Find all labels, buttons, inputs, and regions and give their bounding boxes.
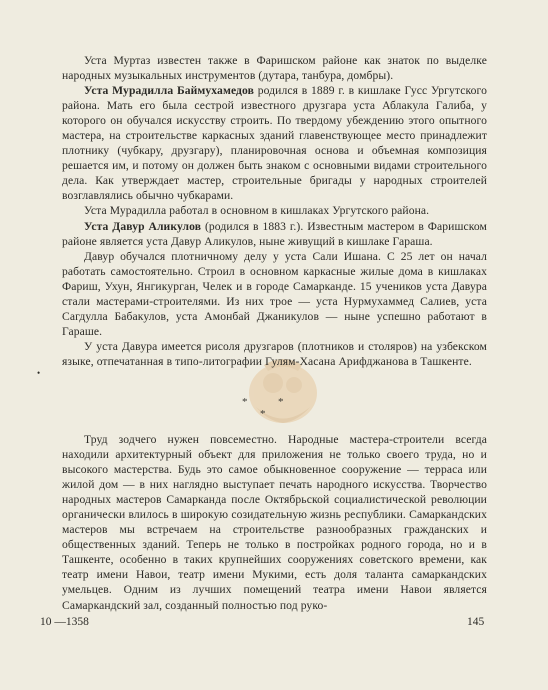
paragraph-architect-labor: Труд зодчего нужен повсеместно. Народные мастера-строители всегда находили архитектурный объект для приложения не только своего труда, но и высокого мастерства. Будь это самое обыкновенное сооружение — терраса или жилой дом — в них наглядно выступает печать народного искусства. Творчество народных мастеров Самарканда после Октябрьской социалистической революции органически влилось в широкую созидательную жизнь республики. Самаркандских мастеров мы встречаем на строительстве разнообразных гражданских и общественных зданий. Теперь не только в постройках родного города, но и в Ташкенте, особенно в таких крупнейших сооружениях советского времени, как театр имени Навои, театр имени Мукими, есть доля таланта самаркандских умельцев. Одним из лучших помещений театра имени Навои является Самаркандский зал, созданный полностью под руко- <box>62 433 487 612</box>
paragraph-murtaz: Уста Муртаз известен также в Фаришском районе как знаток по выделке народных музыкальных инструментов (дутара, танбура, домбры). <box>62 54 487 83</box>
paragraph-muradilla <box>62 83 487 203</box>
page-number: 145 <box>467 616 485 628</box>
separator-star-bottom: * <box>260 408 266 420</box>
section-separator <box>240 396 300 426</box>
master-name-muradilla: Уста Мурадилла Баймухамедов <box>84 84 254 98</box>
separator-star-right: * <box>278 396 284 408</box>
paragraph-muradilla-text: родился в 1889 г. в кишлаке Гусс Ургутского района. Мать его была сестрой известного друзгара уста Аблакула Галиба, у которого он обучался искусству строить. По твердому убеждению этого опытного мастера, на строительстве каркасных зданий главенствующее место принадлежит плотнику (чубкару, друзгару), планировочная основа и объемная композиция решается им, и потому он должен быть знаком с основными видами строительного дела. Как утверждает мастер, строительные бригады у народных строителей возглавлялись обычно чубкарами. <box>62 84 487 203</box>
master-name-davur: Уста Давур Аликулов <box>84 219 202 233</box>
paragraph-davur-risola: У уста Давура имеется рисоля друзгаров (плотников и столяров) на узбекском языке, отпечатанная в типо-литографии Гулям-Хасана Арифджанова в Ташкенте. <box>62 339 487 368</box>
paragraph-davur <box>62 219 487 249</box>
lower-text-section <box>62 432 487 613</box>
printer-signature: 10 —1358 <box>40 616 89 628</box>
paragraph-davur-training: Давур обучался плотничному делу у уста Сали Ишана. С 25 лет он начал работать самостоятельно. Строил в основном каркасные жилые дома в кишлаках Фариш, Ухун, Янгикурган, Челек и в городе Самарканде. 15 учеников уста Давура стали мастерами-строителями. Из них трое — уста Нурмухаммед Салиев, уста Сагдулла Бабакулов, уста Амонбай Джаникулов — ныне успешно работают в Гараше. <box>62 249 487 338</box>
upper-text-section <box>62 53 487 369</box>
paragraph-davur-text: (родился в 1883 г.). Известным мастером в Фаришском районе является уста Давур Аликулов, ныне живущий в кишлаке Гараша. <box>62 219 487 248</box>
paragraph-muradilla-work: Уста Мурадилла работал в основном в кишлаках Ургутского района. <box>84 204 430 218</box>
margin-mark: • <box>37 368 41 378</box>
separator-star-left: * <box>242 396 248 408</box>
